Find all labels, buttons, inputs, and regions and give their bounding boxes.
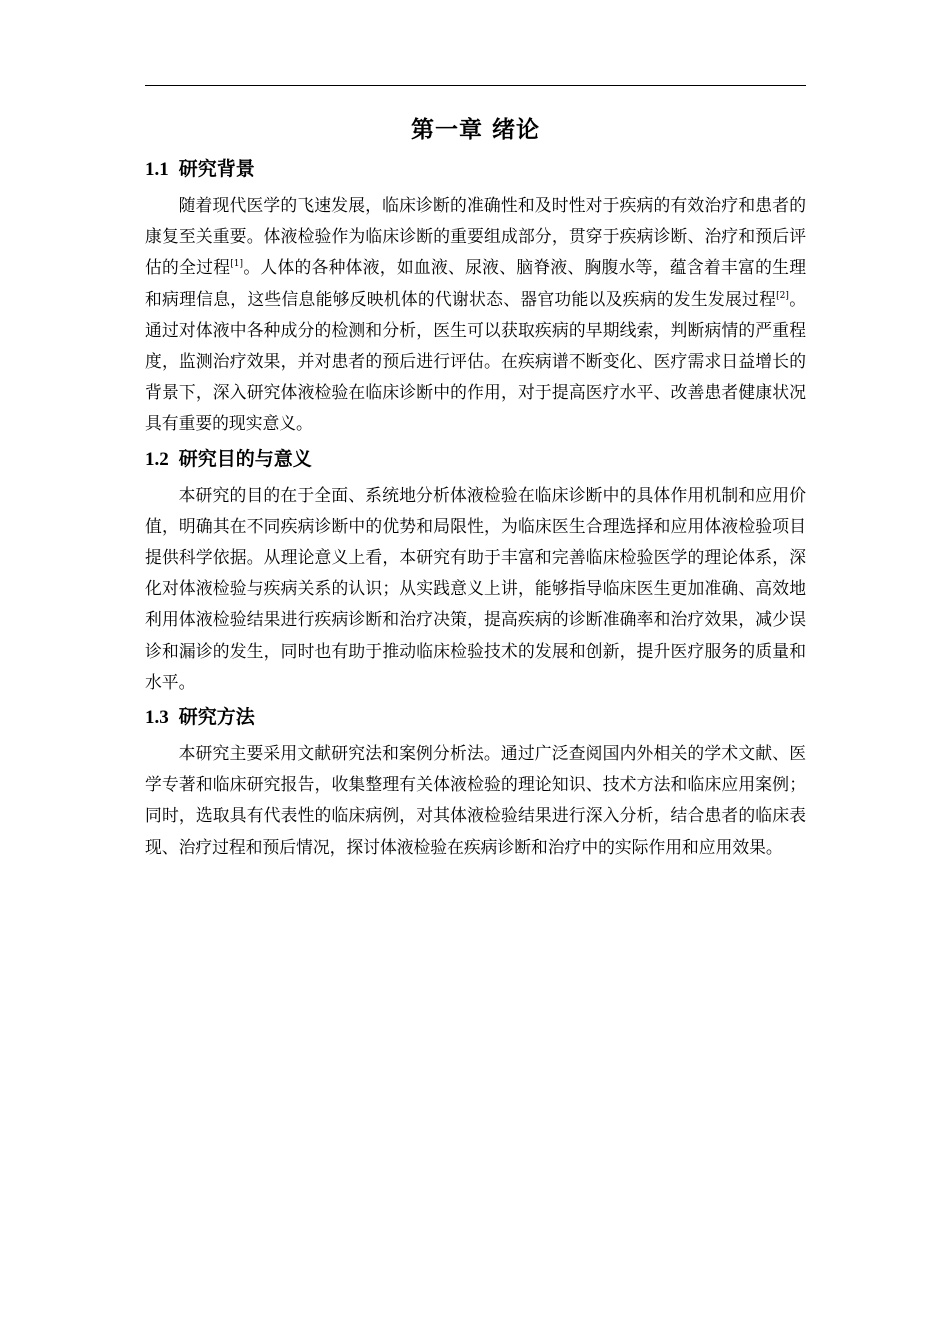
chapter-title: 第一章 绪论 (410, 117, 540, 143)
paragraph-text: 随着现代医学的飞速发展，临床诊断的准确性和及时性对于疾病的有效治疗和患者的康复至关重要。体液检验作为临床诊断的重要组成部分，贯穿于疾病诊断、治疗和预后评估的全过程 (145, 195, 806, 278)
section-paragraph-1-1 (145, 190, 806, 440)
section-heading-1-3 (145, 702, 806, 733)
section-number: 1.2 (145, 448, 169, 470)
section-paragraph-1-2: 本研究的目的在于全面、系统地分析体液检验在临床诊断中的具体作用机制和应用价值，明确其在不同疾病诊断中的优势和局限性，为临床医生合理选择和应用体液检验项目提供科学依据。从理论意义上看，本研究有助于丰富和完善临床检验医学的理论体系，深化对体液检验与疾病关系的认识；从实践意义上讲，能够指导临床医生更加准确、高效地利用体液检验结果进行疾病诊断和治疗决策，提高疾病的诊断准确率和治疗效果，减少误诊和漏诊的发生，同时也有助于推动临床检验技术的发展和创新，提升医疗服务的质量和水平。 (145, 484, 806, 692)
section-number: 1.1 (145, 159, 169, 180)
section-heading-1-1 (145, 154, 806, 185)
citation-ref: [2] (776, 290, 789, 301)
section-number: 1.3 (145, 707, 169, 729)
page-content (145, 112, 806, 867)
section-paragraph-1-3: 本研究主要采用文献研究法和案例分析法。通过广泛查阅国内外相关的学术文献、医学专著和临床研究报告，收集整理有关体液检验的理论知识、技术方法和临床应用案例；同时，选取具有代表性的临床病例，对其体液检验结果进行深入分析，结合患者的临床表现、治疗过程和预后情况，探讨体液检验在疾病诊断和治疗中的实际作用和应用效果。 (145, 743, 806, 857)
paragraph-text: 。人体的各种体液，如血液、尿液、脑脊液、胸腹水等，蕴含着丰富的生理和病理信息，这些信息能够反映机体的代谢状态、器官功能以及疾病的发生发展过程 (145, 257, 806, 309)
section-title: 研究背景 (178, 158, 255, 180)
header-rule (145, 85, 806, 86)
citation-ref: [1] (230, 259, 244, 270)
section-title: 研究方法 (178, 706, 255, 729)
section-title: 研究目的与意义 (178, 447, 312, 470)
paragraph-text: 。通过对体液中各种成分的检测和分析，医生可以获取疾病的早期线索，判断病情的严重程度，监测治疗效果，并对患者的预后进行评估。在疾病谱不断变化、医疗需求日益增长的背景下，深入研究体液检验在临床诊断中的作用，对于提高医疗水平、改善患者健康状况具有重要的现实意义。 (145, 288, 806, 434)
section-heading-1-2 (145, 444, 806, 475)
